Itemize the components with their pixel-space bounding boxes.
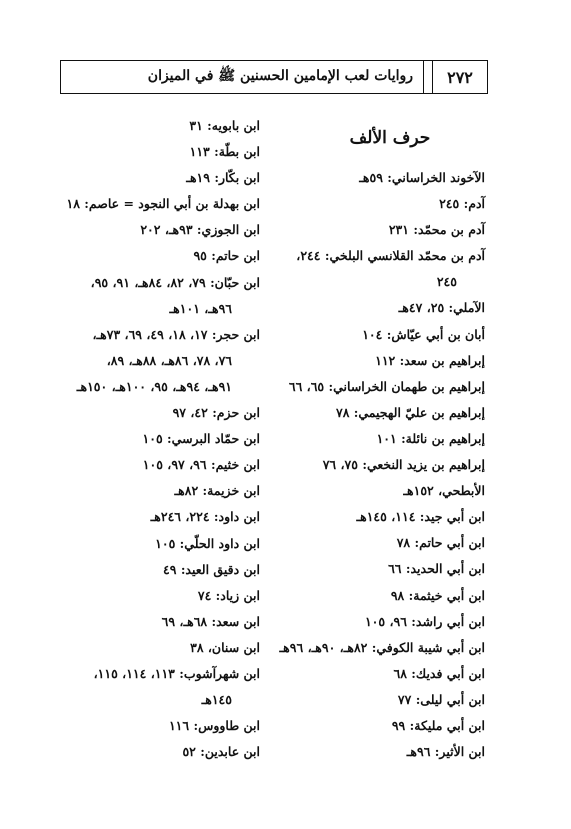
index-entry: إبراهيم بن سعد: ١١٢ (375, 352, 485, 368)
index-entry: آدم بن محمّد: ٢٣١ (388, 222, 485, 238)
index-entry-continuation: ٢٤٥ (436, 274, 457, 290)
index-entry: ابن بهدلة بن أبي النجود = عاصم: ١٨ (66, 196, 260, 212)
index-entry: ابن أبي راشد: ٩٦، ١٠٥ (364, 613, 485, 629)
index-entry: ابن بطّة: ١١٣ (189, 144, 260, 160)
index-entry: ابن الجوزي: ٩٣هـ، ٢٠٢ (140, 222, 260, 238)
index-entry: ابن أبي شيبة الكوفي: ٨٢هـ، ٩٠هـ، ٩٦هـ (279, 639, 485, 655)
index-entry: ابن سنان، ٣٨ (190, 639, 260, 655)
page-number: ٢٧٢ (432, 61, 487, 93)
index-entry: ابن عابدين: ٥٢ (182, 744, 260, 760)
index-entry: ابن سعد: ٦٨هـ، ٦٩ (161, 613, 260, 629)
page-header (60, 60, 488, 94)
index-column-left (60, 113, 260, 765)
index-entry: ابن أبي مليكة: ٩٩ (391, 717, 485, 733)
index-entry-continuation: ١٤٥هـ (201, 692, 232, 708)
index-entry: إبراهيم بن عليّ الهجيمي: ٧٨ (335, 404, 485, 420)
index-entry: ابن حبّان: ٧٩، ٨٢، ٨٤هـ، ٩١، ٩٥، (90, 274, 260, 290)
index-entry: ابن حجر: ١٧، ١٨، ٤٩، ٦٩، ٧٣هـ، (92, 326, 260, 342)
index-entry: ابن بكّار: ١٩هـ (186, 170, 260, 186)
index-entry: ابن خثيم: ٩٦، ٩٧، ١٠٥ (142, 457, 260, 473)
index-entry: الآخوند الخراساني: ٥٩هـ (359, 170, 485, 185)
index-entry: ابن داود: ٢٢٤، ٢٤٦هـ (150, 509, 260, 525)
index-entry: ابن أبي حاتم: ٧٨ (396, 535, 485, 551)
index-column-right (279, 113, 485, 765)
index-entry: ابن أبي الحديد: ٦٦ (388, 561, 485, 577)
index-entry: ابن شهرآشوب: ١١٣، ١١٤، ١١٥، (93, 665, 260, 681)
index-entry: إبراهيم بن نائلة: ١٠١ (376, 430, 485, 446)
index-entry: أبان بن أبي عيّاش: ١٠٤ (362, 326, 485, 342)
index-entry: آدم بن محمّد القلانسي البلخي: ٢٤٤، (296, 248, 485, 264)
index-entry: ابن أبي خيثمة: ٩٨ (390, 587, 485, 603)
index-entry: ابن زياد: ٧٤ (197, 587, 260, 603)
index-entry: ابن الأثير: ٩٦هـ (406, 744, 485, 760)
index-entry-continuation: ٧٦، ٧٨، ٨٦هـ، ٨٨هـ، ٨٩، (106, 352, 232, 368)
header-divider (423, 61, 428, 93)
index-entry: ابن حاتم: ٩٥ (193, 248, 260, 264)
index-entry: الآملي: ٢٥، ٤٧هـ (398, 300, 485, 316)
section-title: حرف الألف (349, 128, 431, 148)
index-entry: ابن حمّاد البرسي: ١٠٥ (142, 431, 260, 447)
index-entry: ابن أبي فديك: ٦٨ (393, 665, 485, 681)
index-entry: ابن دقيق العيد: ٤٩ (163, 561, 260, 577)
index-entry: آدم: ٢٤٥ (439, 196, 485, 212)
index-entry: ابن خزيمة: ٨٢هـ (174, 483, 260, 499)
index-entry: ابن داود الحلّي: ١٠٥ (155, 535, 260, 551)
index-entry: إبراهيم بن يزيد النخعي: ٧٥، ٧٦ (322, 457, 485, 473)
index-entry: ابن بابويه: ٣١ (189, 118, 260, 133)
index-entry: إبراهيم بن طهمان الخراساني: ٦٥، ٦٦ (288, 378, 485, 394)
index-entry: ابن أبي جيد: ١١٤، ١٤٥هـ (356, 509, 485, 525)
index-entry: ابن أبي ليلى: ٧٧ (397, 691, 485, 707)
index-entry-continuation: ٩١هـ، ٩٤هـ، ٩٥، ١٠٠هـ، ١٥٠هـ (76, 378, 232, 394)
running-title: روايات لعب الإمامين الحسنين ﷺ في الميزان (147, 68, 413, 84)
index-entry: ابن حزم: ٤٢، ٩٧ (172, 405, 260, 421)
index-entry: الأبطحي، ١٥٢هـ (403, 483, 485, 499)
index-entry-continuation: ٩٦هـ، ١٠١هـ (169, 300, 232, 316)
index-entry: ابن طاووس: ١١٦ (168, 718, 260, 734)
